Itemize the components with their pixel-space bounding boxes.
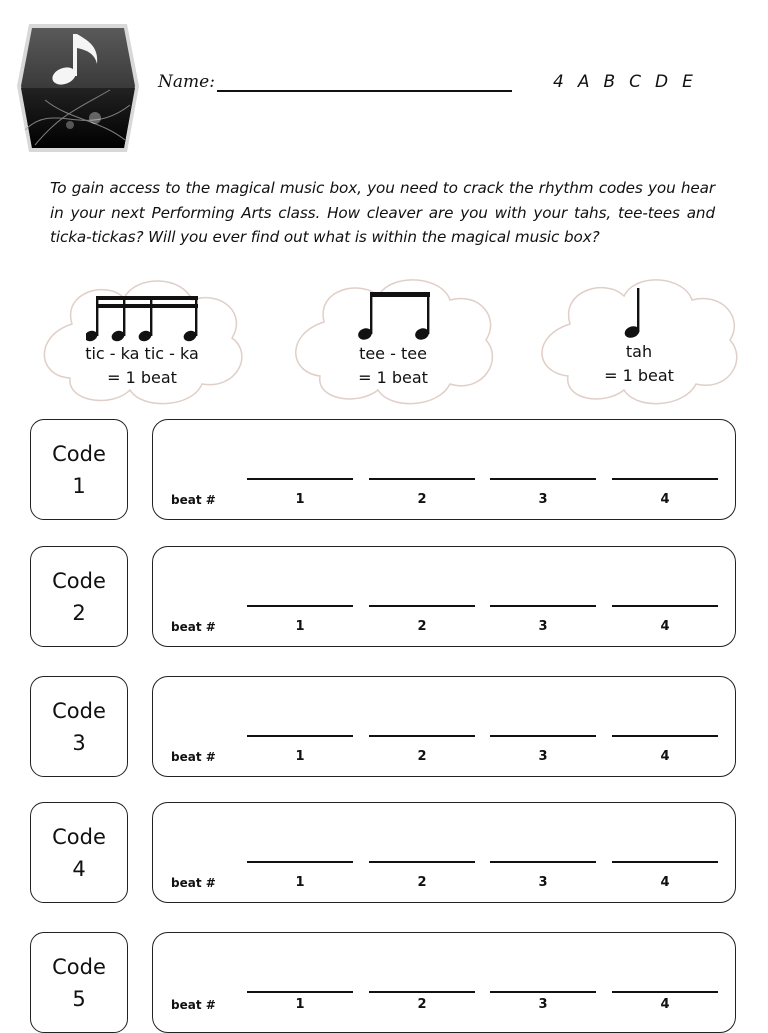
beat-answer-line[interactable] [612,478,718,480]
two-eighth-notes-icon [358,290,434,342]
code-answer-box[interactable] [152,419,736,520]
beat-number: 4 [660,619,670,634]
beat-number: 1 [295,997,305,1012]
rhythm-syllables: tee - tee [359,344,427,363]
beat-answer-line[interactable] [490,735,596,737]
intro-paragraph: To gain access to the magical music box, you need to crack the rhythm codes you hear in your next Performing Arts class. How cleaver are you with your tahs, tee-tees and ticka-tickas? Will you ever find out what is within the magical music box? [50,179,715,246]
beat-answer-line[interactable] [490,861,596,863]
code-label: Code [52,954,106,979]
beat-number: 2 [417,875,427,890]
beat-label: beat # [171,998,216,1012]
beat-number: 4 [660,997,670,1012]
beat-number: 2 [417,997,427,1012]
name-field[interactable] [158,72,512,92]
four-sixteenth-notes-icon [86,294,200,344]
beat-answer-line[interactable] [247,478,353,480]
beat-answer-line[interactable] [369,605,475,607]
class-option[interactable]: A [577,72,590,92]
code-number: 5 [72,986,86,1011]
beat-number: 4 [660,749,670,764]
code-label-box [30,932,128,1033]
beat-number: 1 [295,619,305,634]
code-answer-box[interactable] [152,676,736,777]
beat-number: 1 [295,875,305,890]
code-label: Code [52,441,106,466]
beat-number: 1 [295,749,305,764]
class-option[interactable]: B [603,72,616,92]
code-label-box [30,676,128,777]
class-option[interactable]: C [629,72,642,92]
beat-label: beat # [171,876,216,890]
beat-answer-line[interactable] [490,991,596,993]
beat-number: 1 [295,492,305,507]
beat-number: 3 [538,997,548,1012]
beat-answer-line[interactable] [490,605,596,607]
beat-label: beat # [171,620,216,634]
code-number: 3 [72,730,86,755]
class-option[interactable]: 4 [553,72,564,92]
beat-answer-line[interactable] [247,861,353,863]
rhythm-value: = 1 beat [107,368,177,387]
class-option[interactable]: D [655,72,669,92]
code-answer-box[interactable] [152,546,736,647]
beat-number: 4 [660,875,670,890]
quarter-note-icon [622,286,646,340]
code-label-box [30,419,128,520]
beat-answer-line[interactable] [490,478,596,480]
name-label: Name: [158,72,215,92]
beat-label: beat # [171,750,216,764]
code-number: 1 [72,473,86,498]
eighth-note-cube-icon [15,20,140,155]
code-label: Code [52,698,106,723]
beat-answer-line[interactable] [247,605,353,607]
beat-number: 3 [538,619,548,634]
rhythm-cloud-tah [530,270,748,410]
beat-answer-line[interactable] [612,605,718,607]
beat-answer-line[interactable] [612,861,718,863]
beat-number: 2 [417,492,427,507]
code-label-box [30,546,128,647]
rhythm-cloud-teetee [282,272,504,410]
code-label: Code [52,568,106,593]
beat-number: 2 [417,619,427,634]
beat-answer-line[interactable] [612,735,718,737]
beat-answer-line[interactable] [369,478,475,480]
code-label: Code [52,824,106,849]
beat-answer-line[interactable] [247,991,353,993]
beat-number: 4 [660,492,670,507]
rhythm-value: = 1 beat [604,366,674,385]
code-number: 2 [72,600,86,625]
beat-answer-line[interactable] [369,991,475,993]
rhythm-syllables: tic - ka tic - ka [85,344,199,363]
beat-label: beat # [171,493,216,507]
beat-answer-line[interactable] [247,735,353,737]
beat-answer-line[interactable] [369,861,475,863]
beat-number: 3 [538,875,548,890]
beat-answer-line[interactable] [612,991,718,993]
beat-number: 3 [538,749,548,764]
code-number: 4 [72,856,86,881]
rhythm-value: = 1 beat [358,368,428,387]
code-answer-box[interactable] [152,932,736,1033]
code-answer-box[interactable] [152,802,736,903]
beat-number: 3 [538,492,548,507]
beat-number: 2 [417,749,427,764]
code-label-box [30,802,128,903]
class-options [553,72,693,92]
rhythm-cloud-ticka [32,272,252,410]
class-option[interactable]: E [682,72,693,92]
name-blank-line[interactable] [217,72,512,92]
rhythm-syllables: tah [625,342,653,361]
beat-answer-line[interactable] [369,735,475,737]
